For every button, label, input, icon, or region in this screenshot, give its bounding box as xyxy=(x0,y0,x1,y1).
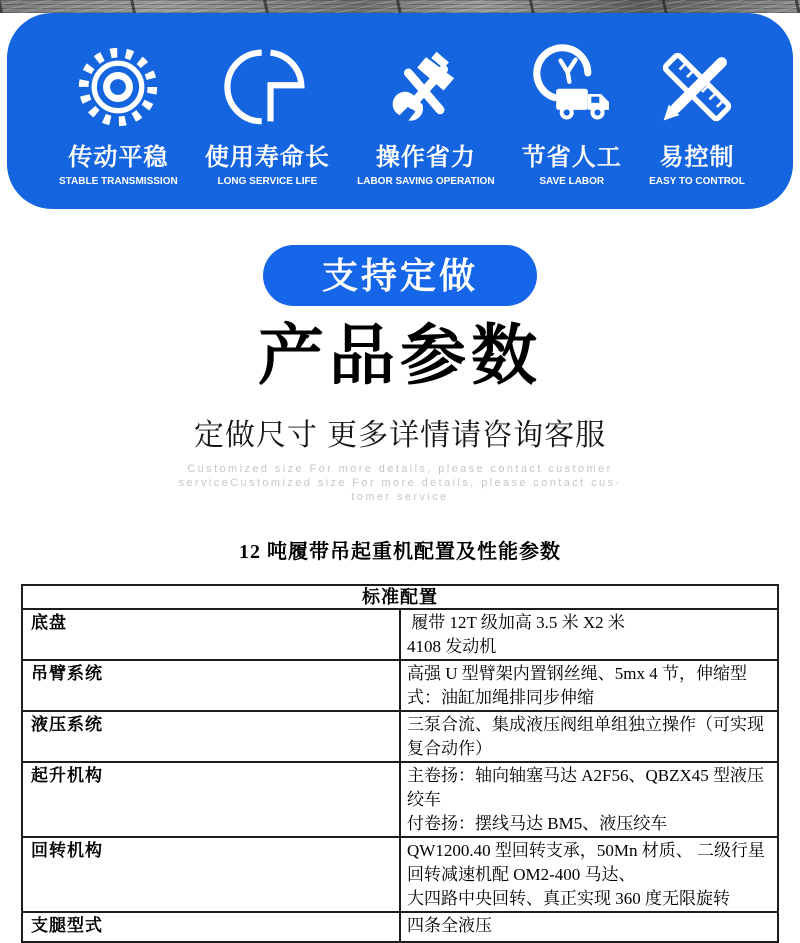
feature-labor-saving-operation xyxy=(357,41,494,209)
customer-service-note xyxy=(0,462,800,504)
table-row-boom-system xyxy=(22,660,778,711)
value-line: 大四路中央回转、真正实现 360 度无限旋转 xyxy=(407,889,730,908)
feature-subtitle: EASY TO CONTROL xyxy=(649,176,745,187)
feature-save-labor xyxy=(522,41,622,209)
value-line: QW1200.40 型回转支承，50Mn 材质、 二级行星回转减速机配 OM2-400 马达、 xyxy=(407,841,765,884)
table-row-chassis xyxy=(22,609,778,660)
note-line: tomer service xyxy=(351,491,449,503)
note-line: serviceCustomized size For more details, please contact cus- xyxy=(178,477,622,489)
feature-title: 传动平稳 xyxy=(68,144,169,171)
feature-banner xyxy=(7,13,793,209)
stone-pavement-texture xyxy=(0,0,800,13)
row-label: 底盘 xyxy=(22,609,400,660)
customization-badge-button[interactable]: 支持定做 xyxy=(263,245,537,306)
truck-clock-icon xyxy=(524,41,620,133)
feature-subtitle: STABLE TRANSMISSION xyxy=(59,176,178,187)
feature-title: 节省人工 xyxy=(521,144,622,171)
row-value xyxy=(400,912,778,942)
value-line: 4108 发动机 xyxy=(407,637,497,656)
row-value xyxy=(400,609,778,660)
row-label: 液压系统 xyxy=(22,711,400,762)
pie-life-icon xyxy=(219,41,315,133)
feature-title: 使用寿命长 xyxy=(204,144,330,171)
row-value xyxy=(400,660,778,711)
row-label: 回转机构 xyxy=(22,837,400,912)
spec-table xyxy=(21,584,779,943)
value-line: 高强 U 型臂架内置钢丝绳、5mx 4 节，伸缩型式：油缸加绳排同步伸缩 xyxy=(407,664,747,707)
feature-stable-transmission xyxy=(59,41,178,209)
value-line: 主卷扬：轴向轴塞马达 A2F56、QBZX45 型液压绞车 xyxy=(407,766,765,809)
gear-icon xyxy=(70,41,166,133)
feature-title: 操作省力 xyxy=(375,144,476,171)
feature-subtitle: LABOR SAVING OPERATION xyxy=(357,176,495,187)
table-row-slewing-mechanism xyxy=(22,837,778,912)
feature-easy-to-control xyxy=(649,41,745,209)
value-line: 三泵合流、集成液压阀组单组独立操作（可实现复合动作） xyxy=(407,715,764,758)
row-label: 支腿型式 xyxy=(22,912,400,942)
table-row-hoisting-mechanism xyxy=(22,762,778,837)
feature-subtitle: SAVE LABOR xyxy=(539,176,605,187)
standard-config-header: 标准配置 xyxy=(22,585,778,609)
ruler-pencil-icon xyxy=(649,41,745,133)
table-header-row xyxy=(22,585,778,609)
value-line: 履带 12T 级加高 3.5 米 X2 米 xyxy=(407,613,625,632)
feature-subtitle: LONG SERVICE LIFE xyxy=(217,176,318,187)
row-value xyxy=(400,762,778,837)
page-title: 产品参数 xyxy=(258,318,542,392)
value-line: 四条全液压 xyxy=(407,916,492,935)
page-subtitle: 定做尺寸 更多详情请咨询客服 xyxy=(193,419,607,452)
note-line: Customized size For more details, please contact customer xyxy=(187,463,613,475)
feature-title: 易控制 xyxy=(659,144,735,171)
row-label: 起升机构 xyxy=(22,762,400,837)
crossed-tools-icon xyxy=(378,41,474,133)
row-value xyxy=(400,837,778,912)
feature-long-service-life xyxy=(205,41,330,209)
spec-table-title: 12 吨履带吊起重机配置及性能参数 xyxy=(239,541,561,563)
table-row-outrigger-type xyxy=(22,912,778,942)
row-value xyxy=(400,711,778,762)
table-row-hydraulic-system xyxy=(22,711,778,762)
row-label: 吊臂系统 xyxy=(22,660,400,711)
value-line: 付卷扬：摆线马达 BM5、液压绞车 xyxy=(407,814,668,833)
